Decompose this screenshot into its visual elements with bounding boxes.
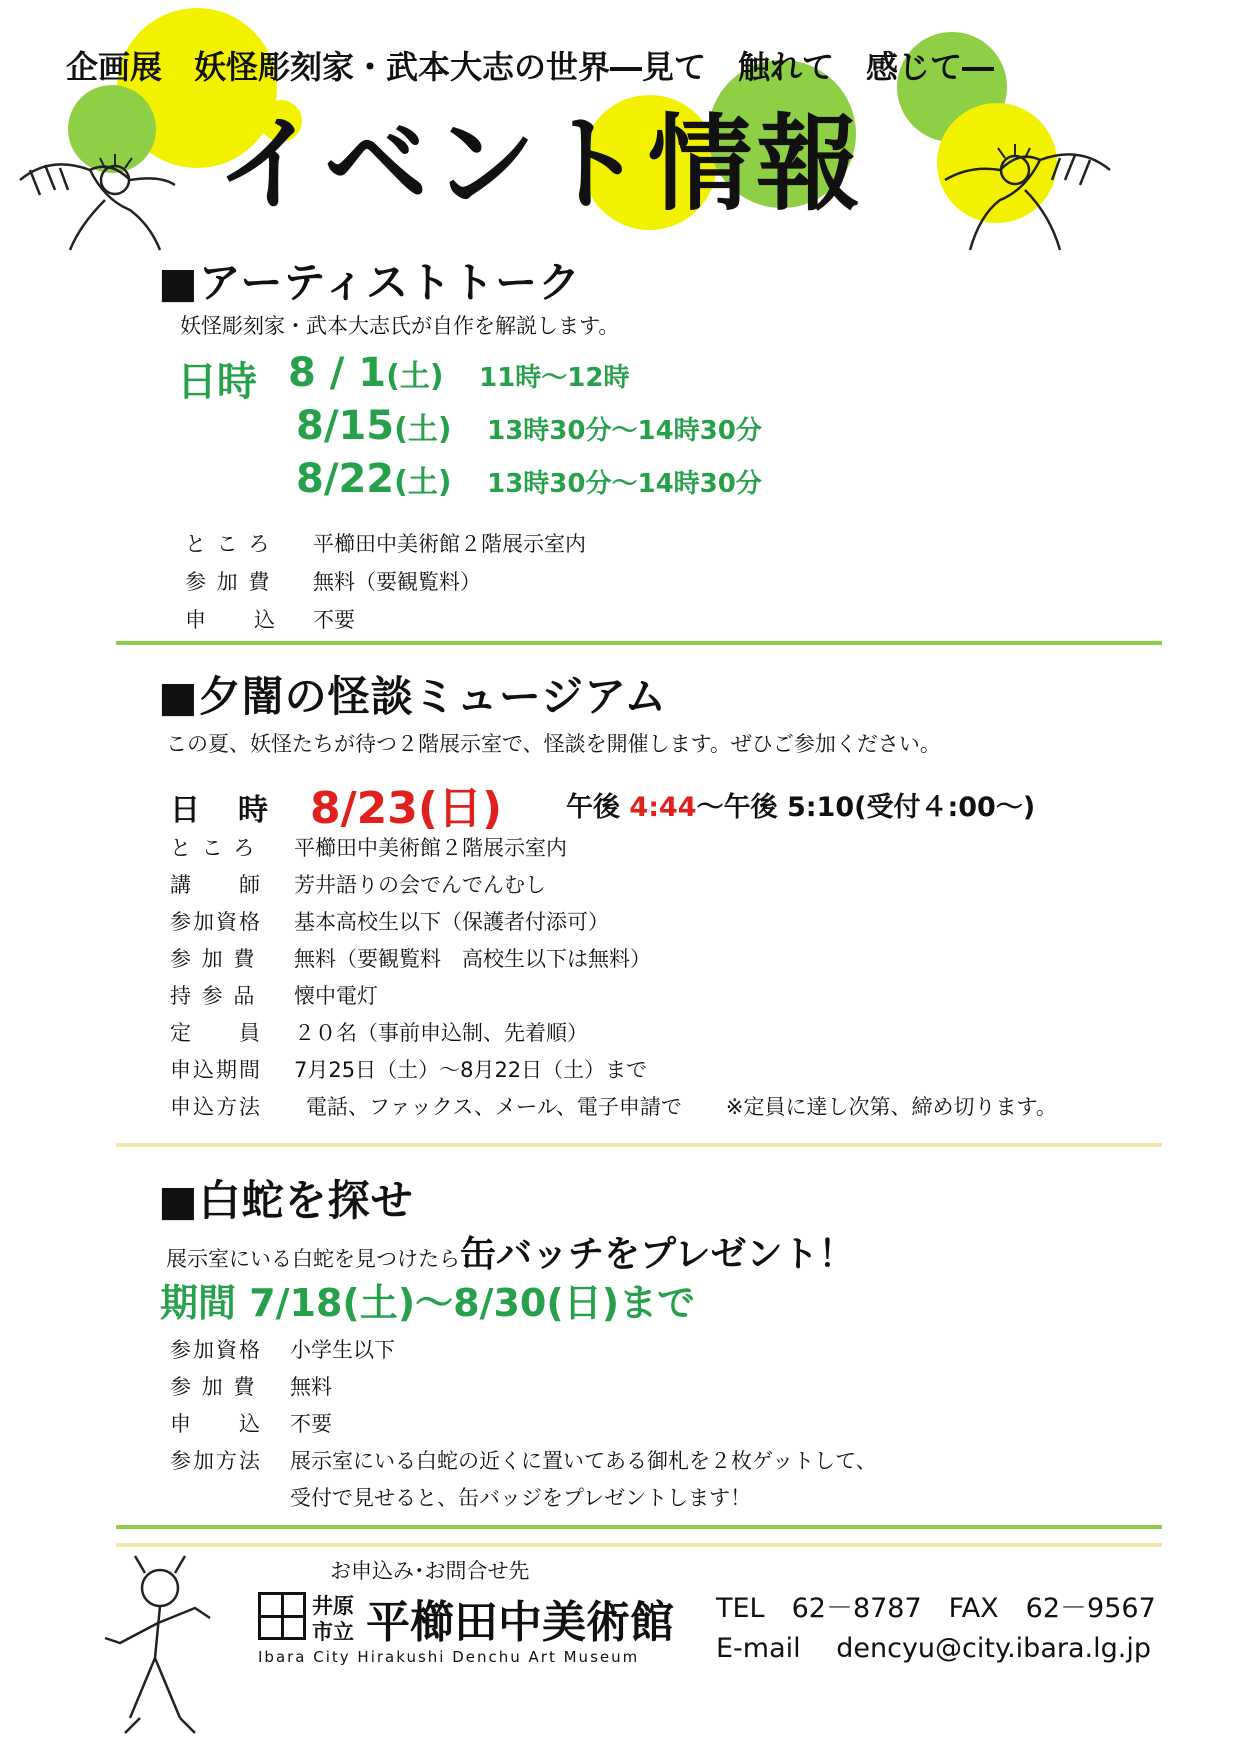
contact-email: E-mail dencyu@city.ibara.lg.jp — [716, 1633, 1151, 1664]
kaidan-lecturer: 講 師 芳井語りの会でんでんむし — [170, 873, 546, 897]
artist-talk-place: と こ ろ 平櫛田中美術館２階展示室内 — [185, 532, 586, 556]
kaidan-datetime-label: 日 時 — [170, 793, 272, 828]
yokai-illustration-right — [930, 130, 1120, 260]
artist-talk-application: 申 込 不要 — [185, 608, 355, 632]
exhibition-subtitle: 企画展 妖怪彫刻家・武本大志の世界―見て 触れて 感じて― — [66, 48, 995, 86]
white-snake-period: 期間 7/18(土)～8/30(日)まで — [160, 1281, 696, 1325]
artist-talk-datetime-label: 日時 — [177, 359, 257, 405]
kaidan-method: 申込方法 電話、ファックス、メール、電子申請で ※定員に達し次第、締め切ります。 — [170, 1095, 1057, 1119]
artist-talk-date-1: 8 / 1(土) 11時～12時 — [288, 350, 630, 396]
white-snake-method-line2: 受付で見せると、缶バッジをプレゼントします！ — [290, 1486, 752, 1510]
artist-talk-description: 妖怪彫刻家・武本大志氏が自作を解説します。 — [180, 314, 620, 338]
white-snake-method: 参加方法 展示室にいる白蛇の近くに置いてある御札を２枚ゲットして、 — [170, 1449, 877, 1473]
divider-4 — [116, 1543, 1162, 1547]
contact-label: お申込み･お問合せ先 — [330, 1559, 530, 1583]
kaidan-fee: 参 加 費 無料（要観覧料 高校生以下は無料） — [170, 947, 651, 971]
museum-name: 平櫛田中美術館 — [366, 1597, 674, 1648]
section-heading-kaidan: ■夕闇の怪談ミュージアム — [158, 672, 668, 721]
divider-1 — [116, 641, 1162, 645]
yokai-illustration-left — [10, 140, 190, 260]
kaidan-bring: 持 参 品 懐中電灯 — [170, 984, 378, 1008]
kaidan-place: と こ ろ 平櫛田中美術館２階展示室内 — [170, 836, 567, 860]
kaidan-time: 午後 4:44～午後 5:10(受付４:00～) — [566, 792, 1036, 823]
white-snake-fee: 参 加 費 無料 — [170, 1375, 332, 1399]
kaidan-eligibility: 参加資格 基本高校生以下（保護者付添可） — [170, 910, 609, 934]
artist-talk-date-3: 8/22(土) 13時30分～14時30分 — [296, 456, 762, 502]
section-heading-artist-talk: ■アーティストトーク — [158, 258, 582, 307]
kaidan-capacity: 定 員 ２０名（事前申込制、先着順） — [170, 1021, 588, 1045]
page-title: イベント情報 — [216, 103, 865, 225]
logo-city-bottom: 市立 — [312, 1620, 354, 1644]
white-snake-description: 展示室にいる白蛇を見つけたら缶バッチをプレゼント！ — [166, 1234, 855, 1275]
contact-tel-fax: TEL 62－8787 FAX 62－9567 — [716, 1593, 1156, 1624]
divider-2 — [116, 1143, 1162, 1147]
kaidan-description: この夏、妖怪たちが待つ２階展示室で、怪談を開催します。ぜひご参加ください。 — [166, 732, 941, 756]
artist-talk-fee: 参 加 費 無料（要観覧料） — [185, 570, 481, 594]
logo-city-top: 井原 — [312, 1594, 354, 1618]
white-snake-eligibility: 参加資格 小学生以下 — [170, 1338, 395, 1362]
white-snake-application: 申 込 不要 — [170, 1412, 332, 1436]
artist-talk-date-2: 8/15(土) 13時30分～14時30分 — [296, 403, 762, 449]
kaidan-period: 申込期間 7月25日（土）～8月22日（土）まで — [170, 1058, 648, 1082]
section-heading-white-snake: ■白蛇を探せ — [158, 1176, 414, 1225]
museum-logo-mark — [258, 1592, 306, 1640]
kaidan-date: 8/23(日) — [310, 783, 503, 834]
museum-name-en: Ibara City Hirakushi Denchu Art Museum — [258, 1648, 640, 1666]
yokai-illustration-footer — [100, 1548, 220, 1738]
divider-3 — [116, 1525, 1162, 1529]
